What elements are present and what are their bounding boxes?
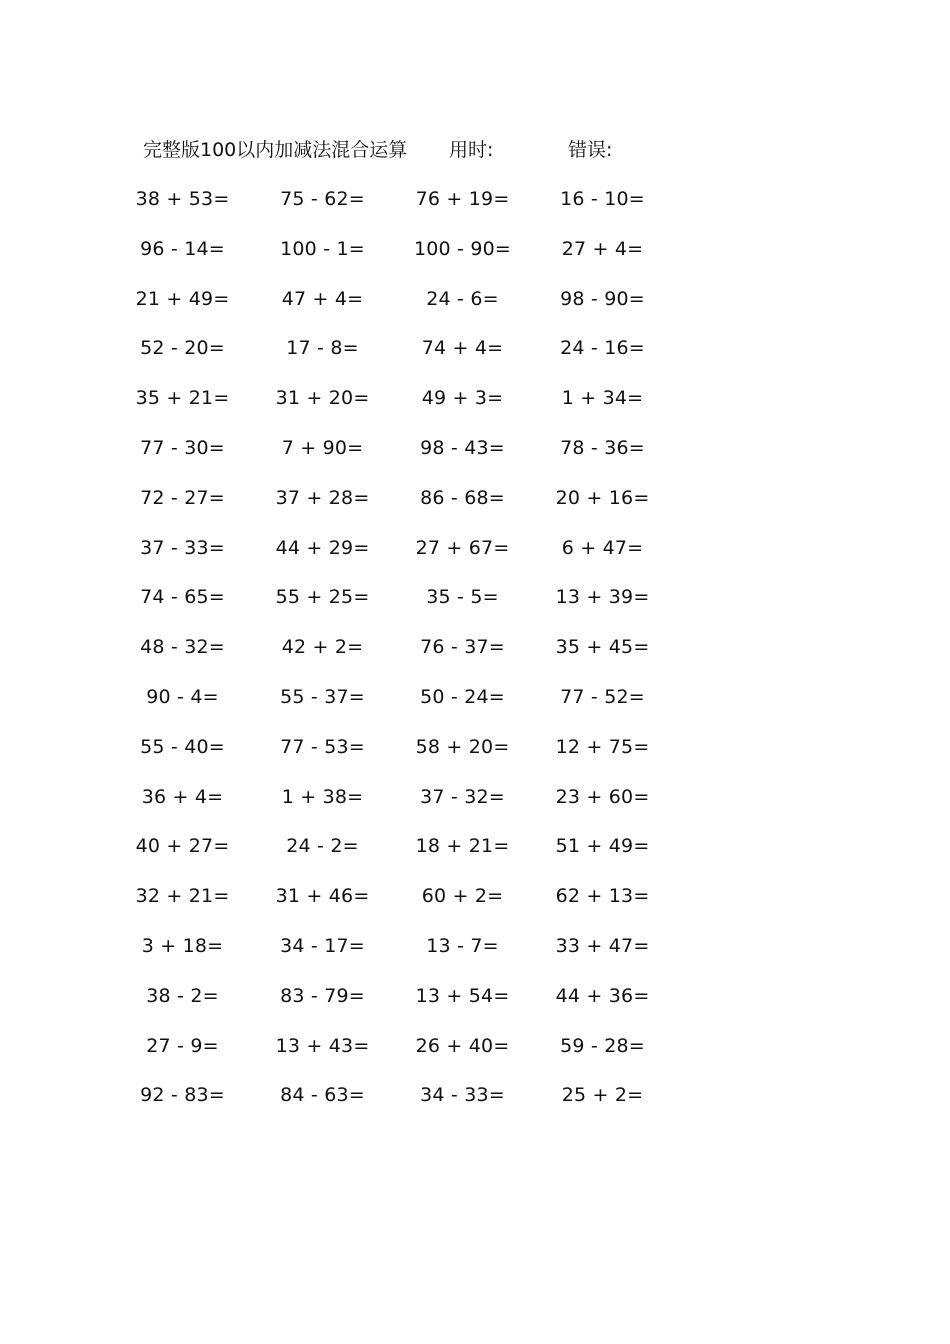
math-problem: 37 - 33= (140, 536, 225, 559)
math-problem: 90 - 4= (146, 685, 219, 708)
math-problem: 20 + 16= (555, 486, 650, 509)
math-problem: 62 + 13= (555, 885, 650, 908)
math-problem: 24 - 6= (426, 287, 499, 310)
math-problem: 59 - 28= (560, 1034, 645, 1057)
math-problem: 72 - 27= (140, 486, 225, 509)
math-problem: 83 - 79= (280, 984, 365, 1007)
math-problem: 13 + 39= (555, 586, 650, 609)
math-problem: 16 - 10= (560, 188, 645, 210)
math-problem: 52 - 20= (140, 337, 225, 360)
math-problem: 24 - 16= (560, 337, 645, 360)
math-problem: 44 + 29= (275, 536, 370, 559)
math-problem: 98 - 43= (420, 436, 505, 459)
math-problem: 74 - 65= (140, 586, 225, 609)
math-problem: 1 + 34= (561, 387, 644, 410)
math-problem: 77 - 52= (560, 685, 645, 708)
math-problem: 60 + 2= (421, 885, 504, 908)
math-problem: 13 + 43= (275, 1034, 370, 1057)
math-problem: 76 + 19= (415, 188, 510, 210)
math-problem: 50 - 24= (420, 685, 505, 708)
math-problem: 27 + 67= (415, 536, 510, 559)
math-problem: 23 + 60= (555, 785, 650, 808)
math-problem: 27 - 9= (146, 1034, 219, 1057)
time-used-label: 用时: (449, 139, 494, 161)
math-problem: 47 + 4= (281, 287, 364, 310)
math-problem: 18 + 21= (415, 835, 510, 858)
math-problem: 27 + 4= (561, 237, 644, 260)
math-problem: 24 - 2= (286, 835, 359, 858)
math-problem: 35 - 5= (426, 586, 499, 609)
math-problem: 74 + 4= (421, 337, 504, 360)
math-problem: 84 - 63= (280, 1084, 365, 1107)
math-problem: 1 + 38= (281, 785, 364, 808)
math-problem: 13 - 7= (426, 934, 499, 957)
math-problem: 38 - 2= (146, 984, 219, 1007)
math-problem: 44 + 36= (555, 984, 650, 1007)
math-problem: 98 - 90= (560, 287, 645, 310)
math-problem: 31 + 46= (275, 885, 370, 908)
math-problem: 13 + 54= (415, 984, 510, 1007)
math-problem: 40 + 27= (135, 835, 230, 858)
math-problem: 31 + 20= (275, 387, 370, 410)
math-problem: 86 - 68= (420, 486, 505, 509)
math-problem: 33 + 47= (555, 934, 650, 957)
math-problem: 96 - 14= (140, 237, 225, 260)
math-problem: 3 + 18= (141, 934, 224, 957)
math-problem: 75 - 62= (280, 188, 365, 210)
math-problem: 34 - 17= (280, 934, 365, 957)
math-problem: 55 - 37= (280, 685, 365, 708)
math-problem: 36 + 4= (141, 785, 224, 808)
math-problem: 77 - 53= (280, 735, 365, 758)
math-problem: 100 - 90= (413, 237, 512, 260)
math-problem: 7 + 90= (281, 436, 364, 459)
math-problem: 26 + 40= (415, 1034, 510, 1057)
math-problem: 32 + 21= (135, 885, 230, 908)
math-problem: 49 + 3= (421, 387, 504, 410)
math-problem: 100 - 1= (280, 237, 365, 260)
math-problem: 55 - 40= (140, 735, 225, 758)
math-problem: 55 + 25= (275, 586, 370, 609)
worksheet-title: 完整版100以内加减法混合运算 (143, 139, 408, 161)
math-problem: 42 + 2= (281, 636, 364, 659)
math-problem: 92 - 83= (140, 1084, 225, 1107)
math-problem: 58 + 20= (415, 735, 510, 758)
math-problem: 78 - 36= (560, 436, 645, 459)
math-problem: 34 - 33= (420, 1084, 505, 1107)
math-problem: 38 + 53= (135, 188, 230, 210)
math-problem: 48 - 32= (140, 636, 225, 659)
math-problem: 6 + 47= (561, 536, 644, 559)
math-problem: 51 + 49= (555, 835, 650, 858)
math-problem: 37 - 32= (420, 785, 505, 808)
math-problem: 77 - 30= (140, 436, 225, 459)
errors-label: 错误: (568, 139, 613, 161)
math-problem: 76 - 37= (420, 636, 505, 659)
math-problem: 37 + 28= (275, 486, 370, 509)
math-problem: 21 + 49= (135, 287, 230, 310)
math-problem: 12 + 75= (555, 735, 650, 758)
math-problem: 17 - 8= (286, 337, 359, 360)
problem-grid (130, 184, 710, 1130)
math-problem: 25 + 2= (561, 1084, 644, 1107)
math-problem: 35 + 21= (135, 387, 230, 410)
math-problem: 35 + 45= (555, 636, 650, 659)
